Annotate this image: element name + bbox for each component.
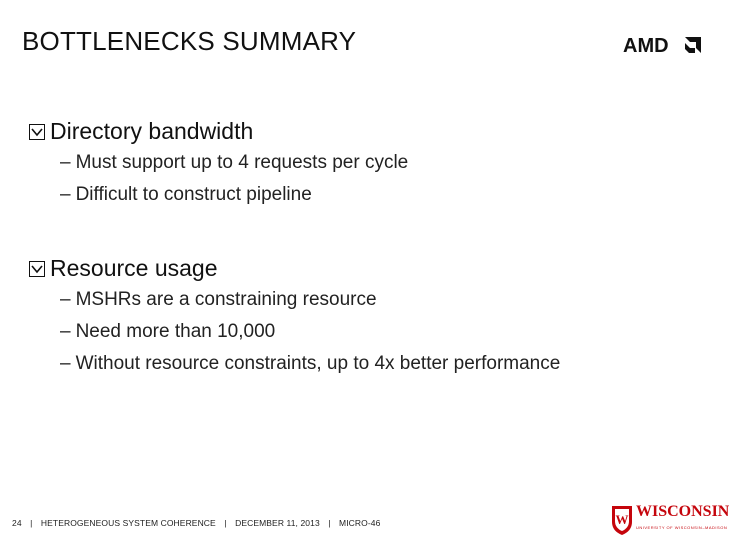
footer: 24 | HETEROGENEOUS SYSTEM COHERENCE | DECEMBER 11, 2013 | MICRO-46 [12,518,381,528]
svg-text:W: W [615,512,629,527]
checkbox-bullet-icon [29,261,45,277]
page-number: 24 [12,518,22,528]
slide-title: BOTTLENECKS SUMMARY [22,26,357,56]
sub-item: – MSHRs are a constraining resource [60,289,377,310]
sub-item: – Must support up to 4 requests per cycle [60,152,409,173]
section-heading-text: Resource usage [50,255,218,281]
footer-date: DECEMBER 11, 2013 [235,518,320,528]
sub-item: – Need more than 10,000 [60,321,276,342]
uw-wordmark: WISCONSIN [636,503,729,520]
sub-item: – Difficult to construct pipeline [60,184,312,205]
section-heading-text: Directory bandwidth [50,118,254,144]
uw-crest-icon [610,504,634,536]
uw-subtext: UNIVERSITY OF WISCONSIN–MADISON [636,525,728,530]
sub-item: – Without resource constraints, up to 4x better performance [60,353,561,374]
section-heading-directory-bandwidth [29,118,253,145]
checkbox-bullet-icon [29,124,45,140]
amd-logo [623,34,703,56]
footer-title: HETEROGENEOUS SYSTEM COHERENCE [40,518,216,528]
section-heading-resource-usage [29,255,218,282]
wisconsin-logo [610,502,729,538]
footer-venue: MICRO-46 [339,518,381,528]
svg-text:AMD: AMD [623,35,669,57]
